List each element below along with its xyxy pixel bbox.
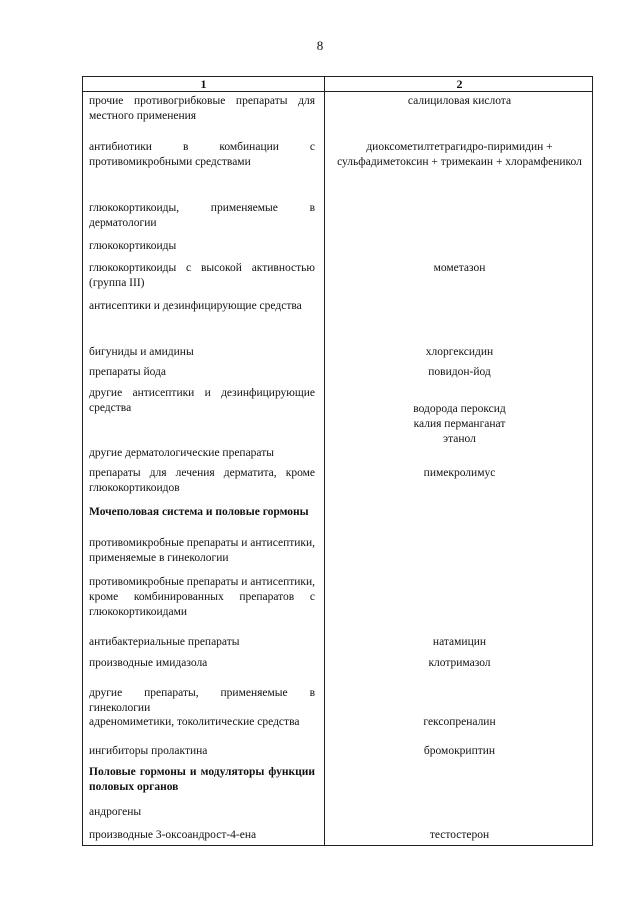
table-cell-right: мометазон [433, 262, 486, 274]
table-cell-left: противомикробные препараты и антисептики, применяемые в гинекологии [89, 537, 316, 564]
table-cell-left: антисептики и дезинфицирующие средства [89, 300, 302, 312]
table-cell-right: хлоргексидин [425, 346, 494, 358]
table-cell-right: салициловая кислота [407, 95, 512, 107]
page-number: 8 [316, 38, 324, 53]
table-cell-left: глюкокортикоиды, применяемые в дерматологии [89, 202, 315, 229]
table-cell-right: гексопреналин [423, 716, 496, 728]
table-cell-right: натамицин [432, 636, 487, 648]
column-header-1: 1 [200, 77, 207, 91]
section-heading: Половые гормоны и модуляторы функции половых органов [89, 766, 315, 793]
table-cell-left: глюкокортикоиды с высокой активностью (группа III) [89, 262, 315, 289]
table-cell-left: препараты для лечения дерматита, кроме глюкокортикоидов [89, 467, 315, 494]
table-cell-left: антибиотики в комбинации с противомикробными средствами [89, 141, 315, 168]
table-cell-left: адреномиметики, токолитические средства [89, 716, 300, 728]
column-header-2: 2 [456, 77, 463, 91]
table-cell-left: бигуниды и амидины [89, 346, 194, 358]
table-cell-left: андрогены [89, 806, 142, 818]
table-cell-left: производные имидазола [89, 657, 208, 669]
table-cell-left: антибактериальные препараты [89, 636, 240, 648]
table-cell-left: другие антисептики и дезинфицирующие средства [89, 387, 315, 414]
table-cell-left: прочие противогрибковые препараты для местного применения [89, 95, 315, 122]
table-cell-left: глюкокортикоиды [89, 240, 177, 252]
section-heading: Мочеполовая система и половые гормоны [89, 506, 309, 518]
table-cell-right: повидон-йод [428, 366, 491, 378]
table-cell-right: этанол [443, 433, 476, 445]
drug-classification-table [82, 76, 593, 846]
table-cell-right: водорода пероксид [413, 403, 506, 415]
table-cell-left: препараты йода [89, 366, 166, 378]
table-cell-right: бромокриптин [423, 745, 496, 757]
table-cell-left: противомикробные препараты и антисептики, кроме комбинированных препаратов с глюкокортикоидами [89, 576, 316, 618]
table-cell-left: другие дерматологические препараты [89, 447, 274, 459]
table-cell-left: ингибиторы пролактина [89, 745, 208, 757]
table-cell-left: другие препараты, применяемые в гинекологии [89, 687, 315, 714]
table-cell-right: диоксометилтетрагидро-пиримидин + сульфадиметоксин + тримекаин + хлорамфеникол [337, 141, 582, 168]
table-cell-right: пимекролимус [423, 467, 496, 479]
table-cell-right: тестостерон [429, 829, 490, 841]
table-cell-right: калия перманганат [413, 418, 506, 430]
table-cell-right: клотримазол [428, 657, 491, 669]
table-cell-left: производные 3-оксоандрост-4-ена [89, 829, 257, 841]
header-divider [83, 91, 592, 92]
